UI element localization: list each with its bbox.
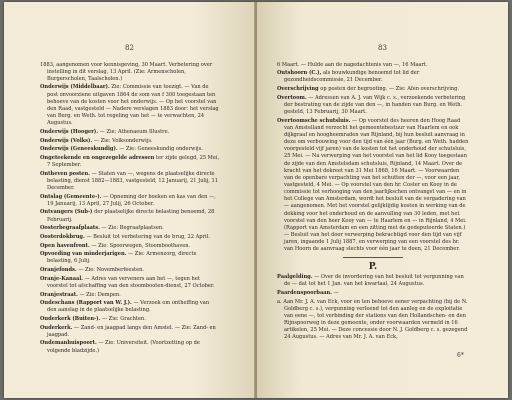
index-text: — Zie: Spoorwegen, Stoomboothaven. — [91, 242, 191, 249]
index-entry — [277, 299, 469, 342]
index-entry — [40, 146, 220, 153]
index-text: — Zie: Grachten. — [101, 316, 146, 322]
index-text: op posten der begrooting. — Zie: Afen overschrijving. — [320, 85, 460, 92]
index-entry — [40, 194, 220, 208]
index-entry — [40, 276, 220, 290]
index-entry — [277, 274, 469, 288]
index-entry — [40, 340, 220, 354]
index-headword: Ongeteekende en ongezegelde adressen — [40, 154, 155, 161]
index-headword: Overtoomsche schutsluis. — [277, 117, 351, 124]
section-rule — [343, 257, 403, 258]
index-text: 1883, aangenomen voor kennisgeving, 30 Maart. Verbetering over instelling in dit verslag, 13 April. (Zie: Armenscholen, Burgerscholen, Taalscholen.) — [40, 61, 213, 82]
index-text: — Zie: Athenaeum Illustre. — [99, 128, 170, 135]
index-column — [40, 60, 220, 355]
index-entry — [40, 225, 220, 232]
index-entry — [40, 316, 220, 323]
index-entry — [277, 290, 469, 297]
index-entry — [40, 243, 220, 250]
index-entry — [277, 95, 469, 116]
index-headword: Opvoeding van minderjarigen. — [40, 251, 127, 258]
index-text: Zie: Commissie van toezigt. — Van de post onvoorziene uitgaven 1864 de som van f 300 toegestaan ten behoeve van de kosten voor het onderwijs. — Op het voorstel van den Raad, vastgesteld — Nadere verslagen 1883 door: het verslag van Burg. en Weth. tot regeling van het — te verwachten, 24 Augustus. — [47, 84, 219, 127]
index-column — [277, 60, 469, 341]
index-headword: Outshoorn (C.), — [277, 70, 322, 77]
index-text: — Op voorstel des heeren den Hoog Raad van Amstelland verzocht het gemeentebestuur van Haarlem en ook dijkgraaf en hoogheemraden van Rijnland, bij hun besluit aanvraag in deze om verbouwing voor den tijd van één jaar (Burg. en Weth. hadden voorgesteld vijf jaren) van de kosten tot het onderhoud der schutsluis, 25 Mei. — Na verwerping van het voorstel van het lid Kooy toegestaan de zijde van den Amstelsdam schutsluis, Rijnland, 14 Maart. Over de kracht van het dekreet van 31 Mei 1868, 16 Maart. — Voorwaarden van de openbare verpachting van het schutten der —, voor een jaar, vastgesteld, 4 Mei. — Op voorstel van den hr. Coster en Kooy in de commissie tot verhooging van den jaarlijkschen ontvangst van — en in het College van Amsterdam, wordt het besluit van de vergadering van — aangenomen. Met het voorstel gelijktijdig kosten in werking van de dekking voor het onderhoud en de aanvulling van 30 leden, met het voorstel van den heer Kooy van — te Haarlem en — in Rijnland, 4 Mei. (Rapport van Amsterdam en een zitting met de gedeputeerde Staten.) — Besluit van het door verwerping bekrachtigd voor den tijd van vijf jaren, ingaande 1 Julij 1887, en verwerping van een voorstel des hr. van Hoorn de aanvraag slechts voor één jaar te doen, 21 December. — [284, 117, 469, 253]
index-headword: Oranjestraat. — [40, 291, 78, 298]
index-text: — Adressen van A. J. van Wijk c. s., verzoekende verbetering der bestrating van de zijde van den —, in handen van Burg. en Weth. gesteld, 13 Februarij, 30 Maart. — [284, 94, 466, 115]
index-headword: Ontslag (Gemeente-). — [40, 193, 102, 200]
index-text: ter zijde gelegd, 25 Mei, 7 September. — [47, 154, 220, 169]
index-text: — Zand- en jaagpad langs den Amstel. — Zie: Zand- en jaagpad. — [47, 324, 216, 338]
index-entry — [40, 171, 220, 192]
index-text: — Opneming der boeken en kas van den —, 19 Januarij, 13 April, 27 Julij, 26 October. — [47, 193, 216, 207]
right-page — [257, 2, 508, 398]
index-entry — [40, 267, 220, 274]
index-headword: Open havenfront. — [40, 242, 90, 249]
index-text: der plaatselijke directe belasting benoemd, 28 Februarij. — [47, 209, 215, 223]
index-headword: Oosterbegraafplaats. — [40, 225, 100, 232]
index-text: 6 Maart. — Hulde aan de nagedachtenis van —, 16 Maart. — [277, 61, 428, 68]
index-entry — [40, 155, 220, 169]
index-text: — Staten van —, wegens de plaatselijke directe belasting, dienst 1882—1883, vastgesteld, 12 Januarij, 21 Julij, 11 December. — [47, 170, 219, 191]
left-page — [4, 2, 255, 398]
index-text: — Over de invordering van het besluit tot vergunning van de — dat tot het 1 Jan. van het kwartaal, 24 Augustus. — [284, 274, 464, 288]
index-entry — [40, 138, 220, 145]
index-text: — — [333, 289, 339, 296]
index-text: — Verzoek om ontheffing van den aanslag in de plaatselijke belasting. — [47, 300, 210, 314]
index-text: — Besluit tot verbetering van de brug, 22 April. — [86, 233, 210, 240]
index-headword: Paardenspoorbaan. — [277, 289, 333, 296]
index-headword: Ouderkerk (Buiten-). — [40, 316, 101, 322]
index-headword: Onderwijs (Volks). — [40, 137, 93, 144]
index-entry — [40, 84, 220, 127]
index-headword: Ontvangers (Sub-) — [40, 209, 93, 216]
index-entry — [40, 234, 220, 241]
index-entry — [40, 292, 220, 299]
index-text: a. Aan Mr. J. A. van Eck, voor en ten behoeve eener verpachting (bij de N. Goldberg c. s.), vergunning verleend tot den aanleg en de exploitatie van eene —, tot verbinding der stations van den Hollandschen- en den Rijnspoorweg in deze gemeente, onder voorwaarden vermeld in 16 artikelen, 25 Mei. — Deze concessie door N. J. Goldberg c. s. gezegend 24 Augustus. — Adres van Mr. J. A. van Eck, — [277, 298, 468, 341]
index-entry — [40, 325, 220, 339]
section-letter: P. — [368, 261, 378, 272]
index-entry — [40, 251, 220, 265]
index-headword: Ontheven posten. — [40, 170, 91, 177]
page-number: 82 — [125, 44, 134, 52]
index-text: — Zie: Armenzorg, directe belasting, 6 Julij. — [47, 251, 197, 265]
index-text: — Zie: Geneeskundig onderwijs. — [119, 146, 203, 153]
index-headword: Overschrijving — [277, 85, 319, 92]
index-text: — Zie: Volksonderwijs. — [93, 137, 153, 144]
index-entry — [277, 86, 469, 93]
index-headword: Oudeschans (Rapport van W. J.). — [40, 300, 132, 307]
index-headword: Onderwijs (Geneeskundig). — [40, 146, 118, 153]
open-book — [4, 2, 508, 398]
page-number: 83 — [378, 44, 387, 52]
index-entry — [40, 129, 220, 136]
index-entry — [277, 70, 469, 84]
index-entry — [277, 62, 469, 69]
index-headword: Oranje-Kanaal. — [40, 275, 84, 282]
index-text: — Adres van verveners aan het —, tegen het voorstel tot afschaffing van den stoombooten-dienst, 27 October. — [47, 275, 215, 289]
index-text: — Zie: Universiteit. (Voortzetting op de volgende bladzijde.) — [47, 340, 200, 354]
index-text: — Zie: Begraafplaatsen. — [101, 225, 164, 232]
index-headword: Onderwijs (Middelbaar). — [40, 84, 110, 91]
index-entry — [40, 300, 220, 314]
index-text: als bouwkundige benoemd tot lid der gezondheidscommissie, 21 December. — [284, 70, 420, 84]
index-headword: Onderwijs (Hooger). — [40, 128, 99, 135]
index-entry — [40, 209, 220, 223]
index-text: — Zie: Novemberfeesten. — [78, 267, 145, 274]
index-headword: Oosterdokbrug. — [40, 233, 85, 240]
index-text: — Zie: Dempen. — [79, 291, 121, 298]
index-headword: Overtoom. — [277, 94, 307, 101]
index-headword: Paalgelding. — [277, 274, 313, 281]
index-headword: Oranjefonds. — [40, 267, 77, 274]
index-headword: Ouderkerk. — [40, 324, 73, 331]
index-entry — [277, 118, 469, 254]
index-headword: Oudemanhuispoort. — [40, 340, 97, 347]
catchword: 6* — [457, 352, 464, 359]
index-entry — [40, 62, 220, 83]
